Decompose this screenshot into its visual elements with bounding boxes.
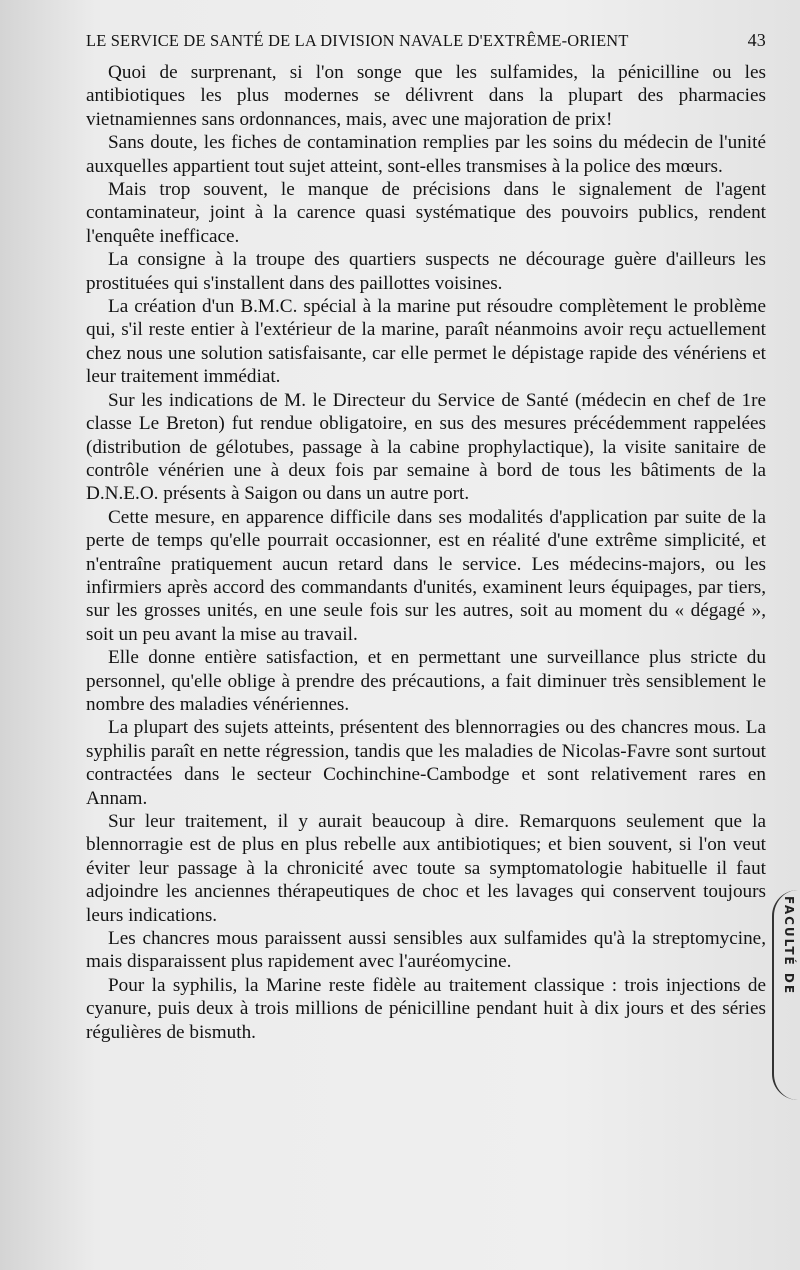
stamp-text: FACULTÉ DE: [782, 896, 796, 996]
body-text: [86, 61, 766, 1044]
paragraph: Elle donne entière satisfaction, et en permettant une surveillance plus stricte du personnel, qu'elle oblige à prendre des précautions, a fait diminuer très sensiblement le nombre des maladies vénériennes.: [86, 647, 766, 715]
page-number: 43: [747, 30, 766, 50]
paragraph: Cette mesure, en apparence difficile dans ses modalités d'application par suite de la perte de temps qu'elle pourrait occasionner, est en réalité d'une extrême simplicité, et n'entraîne pratiquement aucun retard dans le service. Les médecins-majors, ou les infirmiers après accord des commandants d'unités, examinent leurs équipages, par tiers, sur les grosses unités, en une seule fois sur les autres, soit au moment du « dégagé », soit un peu avant la mise au travail.: [86, 506, 766, 645]
running-head: [86, 30, 766, 51]
running-title: LE SERVICE DE SANTÉ DE LA DIVISION NAVALE D'EXTRÊME-ORIENT: [86, 31, 629, 50]
paragraph: Sans doute, les fiches de contamination remplies par les soins du médecin de l'unité auxquelles appartient tout sujet atteint, sont-elles transmises à la police des mœurs.: [86, 132, 766, 177]
paragraph: Pour la syphilis, la Marine reste fidèle au traitement classique : trois injections de cyanure, puis deux à trois millions de pénicilline pendant huit à dix jours et des séries régulières de bismuth.: [86, 974, 766, 1043]
paragraph: Sur les indications de M. le Directeur du Service de Santé (médecin en chef de 1re classe Le Breton) fut rendue obligatoire, en sus des mesures précédemment rappelées (distribution de gélotubes, passage à la cabine prophylactique), la visite sanitaire de contrôle vénérien une à deux fois par semaine à bord de tous les bâtiments de la D.N.E.O. présents à Saigon ou dans un autre port.: [86, 389, 766, 505]
paragraph: La plupart des sujets atteints, présentent des blennorragies ou des chancres mous. La syphilis paraît en nette régression, tandis que les maladies de Nicolas-Favre sont surtout contractées dans le secteur Cochinchine-Cambodge et sont relativement rares en Annam.: [86, 717, 766, 809]
paragraph: La création d'un B.M.C. spécial à la marine put résoudre complètement le problème qui, s'il reste entier à l'extérieur de la marine, paraît néanmoins avoir reçu actuellement chez nous une solution satisfaisante, car elle permet le dépistage rapide des vénériens et leur traitement immédiat.: [86, 296, 766, 388]
paragraph: Mais trop souvent, le manque de précisions dans le signalement de l'agent contaminateur, joint à la carence quasi systématique des pouvoirs publics, rendent l'enquête inefficace.: [86, 179, 766, 247]
paragraph: Quoi de surprenant, si l'on songe que les sulfamides, la pénicilline ou les antibiotiques les plus modernes se délivrent dans la plupart des pharmacies vietnamiennes sans ordonnances, mais, avec une majoration de prix!: [86, 62, 766, 130]
library-stamp: [772, 890, 798, 1100]
paragraph: Les chancres mous paraissent aussi sensibles aux sulfamides qu'à la streptomycine, mais disparaissent plus rapidement avec l'auréomycine.: [86, 928, 766, 973]
paragraph: La consigne à la troupe des quartiers suspects ne décourage guère d'ailleurs les prostituées qui s'installent dans des paillottes voisines.: [86, 249, 766, 294]
paragraph: Sur leur traitement, il y aurait beaucoup à dire. Remarquons seulement que la blennorragie est de plus en plus rebelle aux antibiotiques; et bien souvent, si l'on veut éviter leur passage à la chronicité avec toute sa symptomatologie habituelle il faut adjoindre les anciennes thérapeutiques de choc et les lavages qui conservent toujours leurs indications.: [86, 811, 766, 926]
